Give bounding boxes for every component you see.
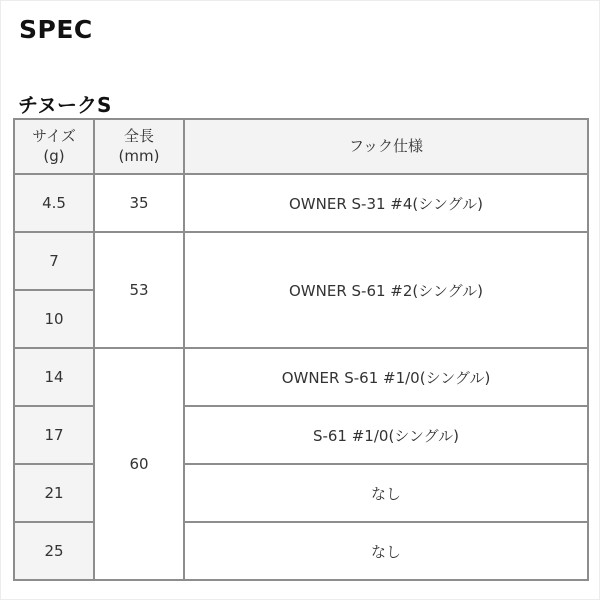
length-cell: 35 (94, 174, 184, 232)
length-cell: 60 (94, 348, 184, 580)
size-cell: 4.5 (14, 174, 94, 232)
col-header-hook (184, 119, 588, 174)
table-row (14, 348, 588, 406)
spec-heading: SPEC (19, 15, 93, 44)
col-header-size-label: サイズ (32, 127, 76, 145)
table-row (14, 232, 588, 290)
length-cell: 53 (94, 232, 184, 348)
hook-cell: OWNER S-61 #1/0(シングル) (184, 348, 588, 406)
col-header-size (14, 119, 94, 174)
col-header-length (94, 119, 184, 174)
size-cell: 17 (14, 406, 94, 464)
spec-table-header (14, 119, 588, 174)
size-cell: 14 (14, 348, 94, 406)
size-cell: 7 (14, 232, 94, 290)
table-row (14, 174, 588, 232)
size-cell: 25 (14, 522, 94, 580)
hook-cell: OWNER S-31 #4(シングル) (184, 174, 588, 232)
col-header-hook-label: フック仕様 (349, 136, 423, 155)
hook-cell: S-61 #1/0(シングル) (184, 406, 588, 464)
hook-cell: なし (184, 464, 588, 522)
hook-cell: なし (184, 522, 588, 580)
col-header-length-label: 全長 (123, 127, 154, 145)
col-header-length-unit: (mm) (118, 146, 160, 165)
header-row (14, 119, 588, 174)
size-cell: 21 (14, 464, 94, 522)
col-header-size-unit: (g) (43, 146, 65, 165)
spec-table-body (14, 174, 588, 580)
hook-cell: OWNER S-61 #2(シングル) (184, 232, 588, 348)
spec-table (13, 118, 589, 581)
size-cell: 10 (14, 290, 94, 348)
product-name: チヌークS (18, 93, 112, 117)
